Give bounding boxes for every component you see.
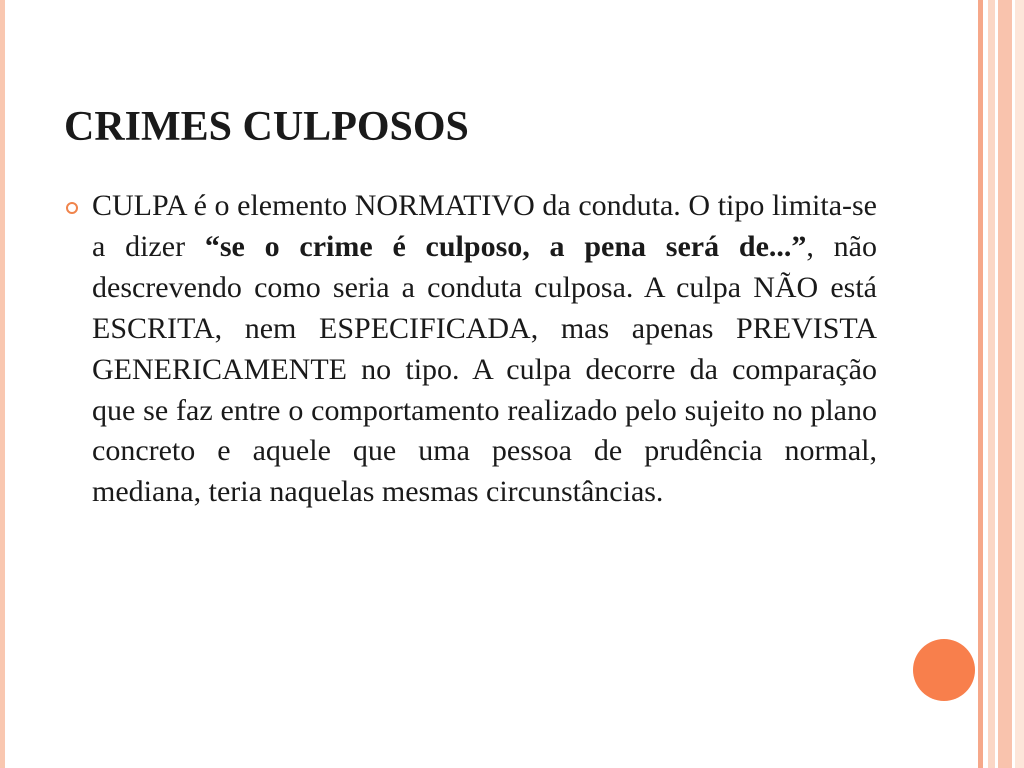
bullet-text-part1: CULPA é o elemento NORMATIVO da conduta. O tipo limita-se a dizer bbox=[92, 189, 877, 263]
bullet-icon bbox=[66, 202, 78, 214]
bullet-text-part2: , não descrevendo como seria a conduta culposa. A culpa NÃO está ESCRITA, nem ESPECIFICADA, mas apenas PREVISTA GENERICAMENTE no tipo. A culpa decorre da comparação que se faz entre o comportamento realizado pelo sujeito no plano concreto e aquele que uma pessoa de prudência normal, mediana, teria naquelas mesmas circunstâncias. bbox=[92, 229, 877, 509]
decorative-circle bbox=[913, 639, 975, 701]
bullet-text-emphasis: “se o crime é culposo, a pena será de...” bbox=[204, 229, 807, 263]
right-border-stripe bbox=[998, 0, 1012, 768]
right-border-stripe bbox=[978, 0, 983, 768]
bullet-text bbox=[92, 186, 877, 513]
right-border-stripe bbox=[988, 0, 995, 768]
slide-title: CRIMES CULPOSOS bbox=[64, 104, 469, 150]
left-border-stripe bbox=[0, 0, 5, 768]
right-border-stripe bbox=[1015, 0, 1024, 768]
